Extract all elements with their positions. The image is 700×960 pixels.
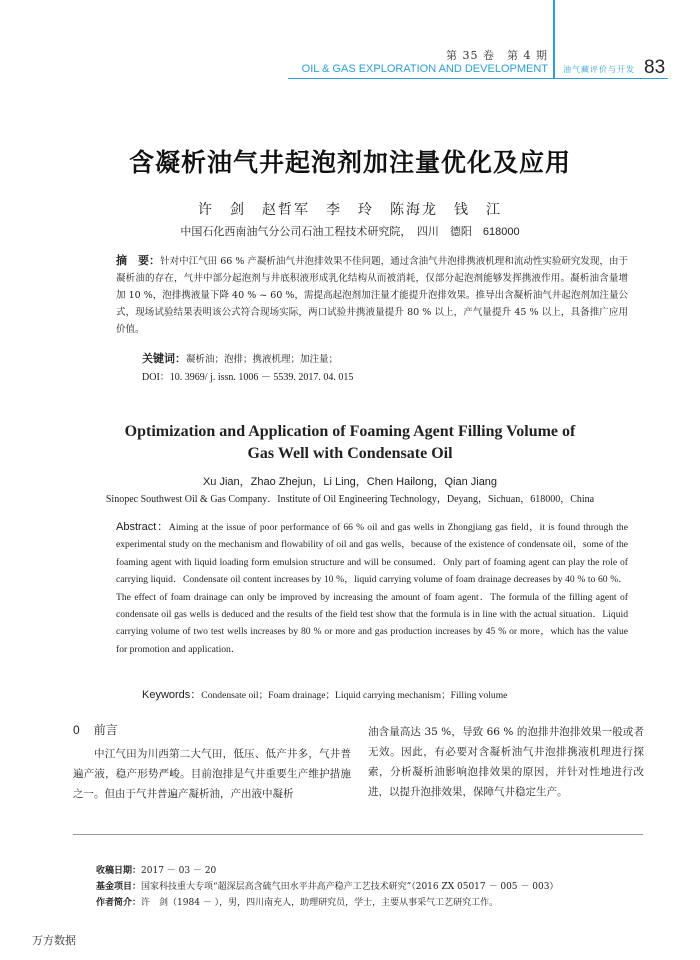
section-title: 前言 — [93, 723, 118, 737]
journal-name-cn: 油气藏评价与开发 — [563, 65, 635, 74]
section-heading — [73, 720, 351, 740]
authors-en: Xu Jian，Zhao Zhejun，Li Ling，Chen Hailong，Qian Jiang — [202, 476, 498, 488]
issue-info: 第 35 卷 第 4 期 — [446, 49, 548, 62]
abstract-en — [116, 519, 628, 658]
body-column-left — [73, 720, 351, 804]
page-number: 83 — [644, 57, 666, 78]
keywords-cn — [142, 350, 338, 366]
abstract-cn-text: 针对中江气田 66 % 产凝析油气井泡排效果不佳问题，通过含油气井泡排携液机理和流动性实验研究发现，由于凝析油的存在，气井中部分起泡剂与井底积液形成乳化结构从而被消耗，仅部分起泡剂能够发挥携液作用。凝析油含量增加 10 %，泡排携液量下降 40 % ~ 60 %，需提高起泡剂加注量才能提升泡排效果。推导出含凝析油气井起泡剂加注量公式，现场试验结果表明该公式符合现场实际，两口试验井携液量提升 80 % 以上，产气量提升 45 % 以上，具备推广应用价值。 — [116, 256, 628, 335]
affiliation-en: Sinopec Southwest Oil & Gas Company．Institute of Oil Engineering Technology，Deyang，Sichuan，618000，China — [105, 494, 595, 505]
header-vertical-rule — [553, 0, 555, 78]
affiliation-cn: 中国石化西南油气分公司石油工程技术研究院， 四川 德阳 618000 — [180, 226, 520, 238]
section-number: 0 — [73, 723, 80, 737]
title-cn: 含凝析油气井起泡剂加注量优化及应用 — [128, 148, 571, 177]
keywords-en — [142, 686, 507, 702]
footnote-author: 作者简介：许 剑（1984 － ），男，四川南充人，助理研究员，学士，主要从事采气工艺研究工作。 — [96, 897, 499, 908]
body-column-right: 油含量高达 35 %，导致 66 % 的泡排井泡排效果一般或者无效。因此，有必要对含凝析油气井泡排携液机理进行探索，分析凝析油影响泡排效果的原因，并针对性地进行改进，以提升泡排效果，保障气井稳定生产。 — [368, 726, 644, 798]
footnote-rule — [73, 834, 643, 835]
abstract-en-text: Aiming at the issue of poor performance of 66 % oil and gas wells in Zhongjiang gas field，it is found through the experimental study on the mechanism and flowability of oil and gas wells，because of the existence of condensate oil，some of the foaming agent with liquid loading form emulsion structure and will be consumed．Only part of foaming agent can play the role of carrying liquid．Condensate oil content increases by 10 %，liquid carrying volume of foam drainage decreases by 40 % to 60 %．The effect of foam drainage can only be improved by increasing the amount of foam agent．The formula of the filling agent of condensate oil gas wells is deduced and the results of the field test show that the formula is in line with the actual situation．Liquid carrying volume of two test wells increases by 80 % or more and gas production increases by 45 % or more，which has the value for promotion and application． — [116, 522, 628, 655]
keywords-en-text: Condensate oil；Foam drainage；Liquid carrying mechanism；Filling volume — [201, 690, 508, 701]
footnote-fund: 基金项目：国家科技重大专项“超深层高含硫气田水平井高产稳产工艺技术研究”（2016 ZX 05017 － 005 － 003） — [96, 881, 559, 892]
keywords-cn-label: 关键词： — [142, 353, 186, 365]
footnote-received: 收稿日期：2017 － 03 － 20 — [96, 865, 217, 876]
keywords-en-label: Keywords： — [142, 689, 202, 701]
title-en: Optimization and Application of Foaming Agent Filling Volume of Gas Well with Condensate Oil — [124, 423, 576, 462]
header-horizontal-rule — [288, 78, 668, 79]
body-paragraph-left: 中江气田为川西第二大气田，低压、低产井多，气井普遍产液，稳产形势严峻。目前泡排是气井重要生产维护措施之一。但由于气井普遍产凝析油，产出液中凝析 — [73, 748, 351, 800]
doi: DOI：10. 3969/ j. issn. 1006 － 5539. 2017. 04. 015 — [142, 372, 354, 383]
abstract-cn-label: 摘 要： — [116, 255, 161, 267]
keywords-cn-text: 凝析油；泡排；携液机理；加注量； — [186, 354, 339, 365]
watermark: 万方数据 — [32, 935, 76, 947]
footnotes — [96, 863, 636, 911]
abstract-en-label: Abstract： — [116, 521, 169, 533]
journal-name-en: OIL & GAS EXPLORATION AND DEVELOPMENT — [301, 63, 548, 75]
authors-cn: 许 剑 赵哲军 李 玲 陈海龙 钱 江 — [198, 202, 502, 218]
abstract-cn — [116, 253, 628, 338]
